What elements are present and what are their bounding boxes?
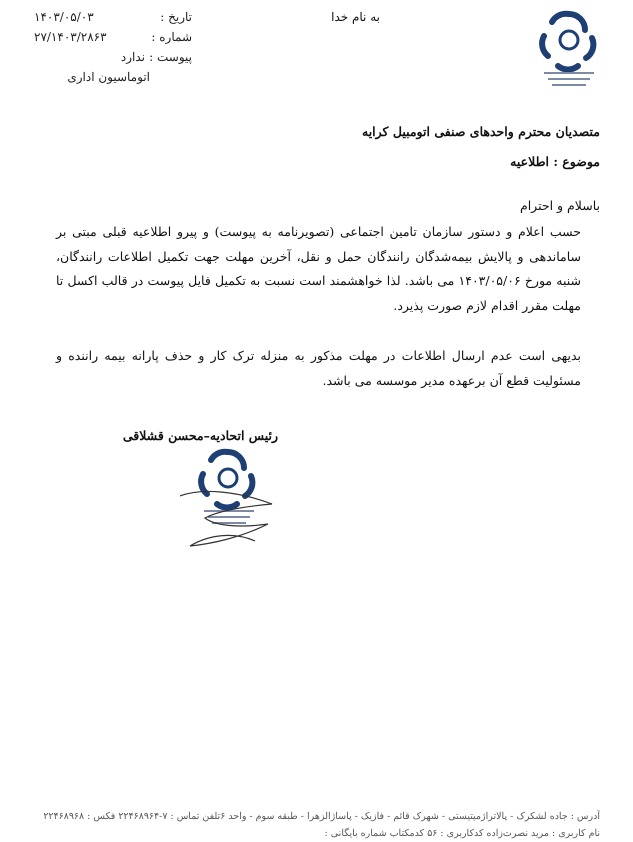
number-value: ۲۷/۱۴۰۳/۲۸۶۳ <box>34 30 107 44</box>
basmala: به نام خدا <box>331 10 380 24</box>
union-logo-icon <box>534 8 604 92</box>
signer-name: رئیس اتحادیه–محسن قشلاقی <box>122 428 278 443</box>
number-label: شماره : <box>151 30 192 44</box>
date-label: تاریخ : <box>160 10 192 24</box>
attachment-label: پیوست : <box>149 50 192 64</box>
footer-address: آدرس : جاده لشکرک - پالاتراژمیتیستی - شهرک قائم - فازیک - پاساژالزهرا - طبقه سوم - واحد ۶تلفن تماس : ۷-۲۲۴۶۸۹۶۴ فکس : ۲۲۴۶۸۹۶۸ <box>43 811 600 822</box>
attachment-value: ندارد <box>120 50 145 64</box>
department-label: اتوماسیون اداری <box>67 70 150 84</box>
body-paragraph-2: بدیهی است عدم ارسال اطلاعات در مهلت مذکور به منزله ترک کار و حذف پارانه بیمه راننده و مسئولیت قطع آن برعهده مدیر موسسه می باشد. <box>56 348 581 388</box>
date-value: ۱۴۰۳/۰۵/۰۳ <box>34 10 94 24</box>
greeting: باسلام و احترام <box>519 198 600 213</box>
footer-user-info: نام کاربری : مرید نصرت‌زاده کدکاربری : ۵۶ کدمکتاب شماره بایگانی : <box>324 828 600 839</box>
addressee: متصدیان محترم واحدهای صنفی اتومبیل کرایه <box>362 124 600 139</box>
body-paragraph-1: حسب اعلام و دستور سازمان تامین اجتماعی (تصویرنامه به پیوست) و پیرو اطلاعیه قبلی مبتی بر ساماندهی و پالایش بیمه‌شدگان رانندگان حمل و نقل، آخرین مهلت جهت تکمیل اطلاعات رانندگان، شنبه مورخ ۱۴۰۳/۰۵/۰۶ می باشد. لذا خواهشمند است نسبت به تکمیل فایل پیوست در قالب اکسل تا مهلت مقرر اقدام لازم صورت پذیرد. <box>56 224 581 313</box>
subject: موضوع : اطلاعیه <box>510 154 600 169</box>
signature-stamp-icon <box>180 446 290 556</box>
footer <box>30 808 600 842</box>
